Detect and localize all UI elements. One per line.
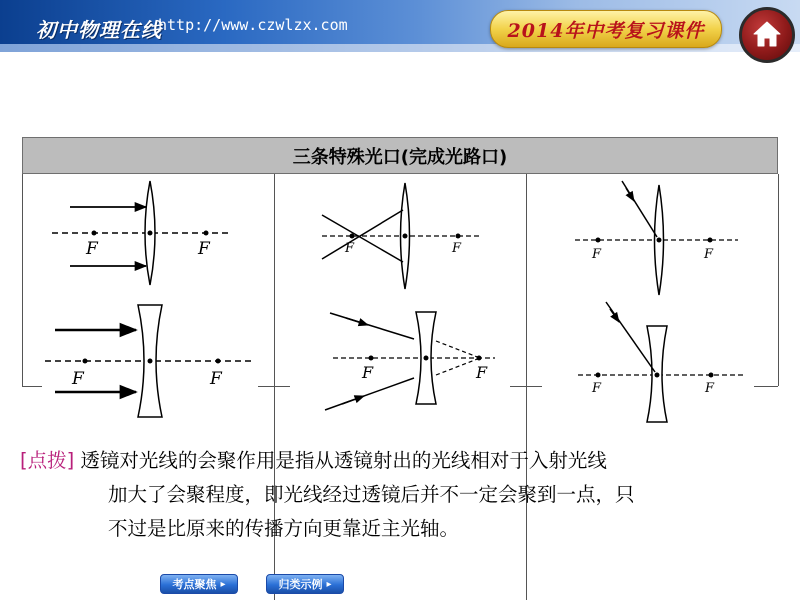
svg-text:F: F [705,381,715,396]
svg-text:F: F [452,241,462,256]
svg-text:F: F [210,369,222,389]
tip-label: [点拨] [20,449,75,472]
table-title: 三条特殊光口(完成光路口) [292,146,508,168]
svg-text:F: F [362,363,374,382]
concave-focus-rays-diagram [325,312,495,410]
tip-paragraph [20,444,780,546]
category-examples-button[interactable] [266,574,344,594]
course-title: 2014年中考复习课件 [507,19,705,42]
tip-line-3: 不过是比原来的传播方向更靠近主光轴。 [108,517,460,540]
svg-text:F: F [476,363,488,382]
tip-line-1 [20,444,780,478]
convex-focus-rays-diagram [322,183,482,289]
svg-text:F: F [345,241,355,256]
svg-text:F: F [86,239,98,259]
svg-text:F: F [198,239,210,259]
concave-center-ray-diagram [578,302,745,422]
tip-line-2: 加大了会聚程度，即光线经过透镜后并不一定会聚到一点，只 [108,483,635,506]
svg-text:F: F [72,369,84,389]
exam-focus-label: 考点聚焦 [172,578,217,591]
convex-center-ray-diagram [575,181,738,295]
tip-text-1: 透镜对光线的会聚作用是指从透镜射出的光线相对于入射光线 [80,449,607,472]
svg-text:F: F [592,247,602,262]
chevron-right-icon: ▸ [220,578,226,590]
svg-text:F: F [592,381,602,396]
site-name: 初中物理在线 [36,18,162,42]
svg-text:F: F [704,247,714,262]
concave-parallel-rays-diagram [45,305,252,417]
convex-parallel-rays-diagram [52,181,232,285]
site-url: http://www.czwlzx.com [158,16,348,34]
category-examples-label: 归类示例 [278,578,323,591]
chevron-right-icon: ▸ [326,578,332,590]
exam-focus-button[interactable] [160,574,238,594]
